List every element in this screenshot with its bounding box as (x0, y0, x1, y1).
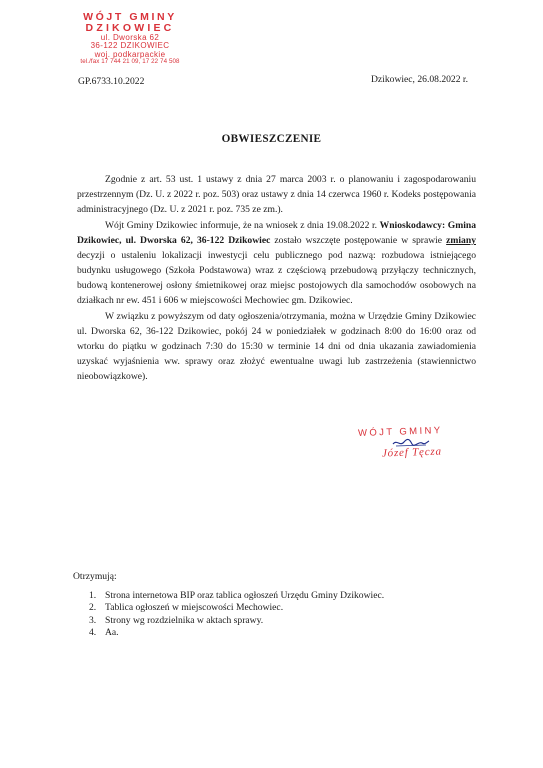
list-item-number: 4. (89, 627, 97, 639)
list-item-text: Aa. (105, 627, 119, 639)
stamp-line-2: DZIKOWIEC (85, 22, 175, 35)
place-and-date: Dzikowiec, 26.08.2022 r. (371, 74, 468, 85)
list-item (89, 602, 384, 614)
stamp-line-5: woj. podkarpackie (94, 49, 166, 59)
list-item-number: 1. (89, 590, 97, 601)
reference-number: GP.6733.10.2022 (78, 76, 145, 87)
stamp-line-3: ul. Dworska 62 (100, 33, 160, 43)
recipients-label: Otrzymują: (73, 571, 117, 582)
signature-title: WÓJT GMINY (357, 425, 443, 440)
list-item-number: 3. (89, 614, 97, 626)
stamp-line-6: tel./fax 17 744 21 09, 17 22 74 508 (80, 58, 180, 66)
list-item-text: Strona internetowa BIP oraz tablica ogłoszeń Urzędu Gminy Dzikowiec. (105, 590, 385, 601)
list-item-number: 2. (89, 602, 97, 614)
document-title: OBWIESZCZENIE (221, 133, 322, 145)
list-item (89, 627, 384, 639)
paragraph-announcement-mid: zostało wszczęte postępowanie w sprawie (270, 235, 447, 246)
signature-stamp (354, 426, 474, 458)
signatory-name: Józef Tęcza (381, 445, 443, 460)
document-body (77, 172, 476, 384)
paragraph-announcement-rest: decyzji o ustaleniu lokalizacji inwestycji celu publicznego pod nazwą: rozbudowa istniejącego budynku usługowego (Szkoła Podstawowa) wraz z częściową przebudową przyłączy technicznych, budową kontenerowej osłony śmietnikowej oraz miejsc postojowych dla samochodów osobowych na działkach nr ew. 451 i 606 w miejscowości Mechowiec gm. Dzikowiec. (77, 250, 476, 306)
list-item (89, 590, 384, 602)
paragraph-announcement-intro: Wójt Gminy Dzikowiec informuje, że na wniosek z dnia 19.08.2022 r. (105, 220, 380, 231)
paragraph-legal-basis: Zgodnie z art. 53 ust. 1 ustawy z dnia 27 marca 2003 r. o planowaniu i zagospodarowaniu przestrzennym (Dz. U. z 2022 r. poz. 503) oraz ustawy z dnia 14 czerwca 1960 r. Kodeks postępowania administracyjnego (Dz. U. z 2021 r. poz. 735 ze zm.). (77, 174, 476, 215)
change-underlined: zmiany (446, 235, 476, 246)
office-stamp (68, 12, 192, 66)
stamp-line-1: WÓJT GMINY (83, 11, 177, 23)
paragraph-announcement (77, 218, 476, 308)
paragraph-instructions: W związku z powyższym od daty ogłoszenia/otrzymania, można w Urzędzie Gminy Dzikowiec ul. Dworska 62, 36-122 Dzikowiec, pokój 24 w poniedziałek w godzinach 8:00 do 16:00 oraz od wtorku do piątku w godzinach 7:30 do 15:30 w terminie 14 dni od dnia ukazania zawiadomienia uzyskać wyjaśnienia ww. sprawy oraz złożyć ewentualne uwagi lub zastrzeżenia (stawiennictwo nieobowiązkowe). (77, 311, 476, 382)
stamp-line-4: 36-122 DZIKOWIEC (90, 41, 170, 51)
recipients-list (89, 590, 384, 640)
applicant-bold: Wnioskodawcy: Gmina Dzikowiec, ul. Dworska 62, 36-122 Dzikowiec (77, 220, 476, 246)
list-item-text: Strony wg rozdzielnika w aktach sprawy. (105, 614, 264, 626)
list-item (89, 615, 384, 627)
list-item-text: Tablica ogłoszeń w miejscowości Mechowiec. (105, 602, 284, 614)
